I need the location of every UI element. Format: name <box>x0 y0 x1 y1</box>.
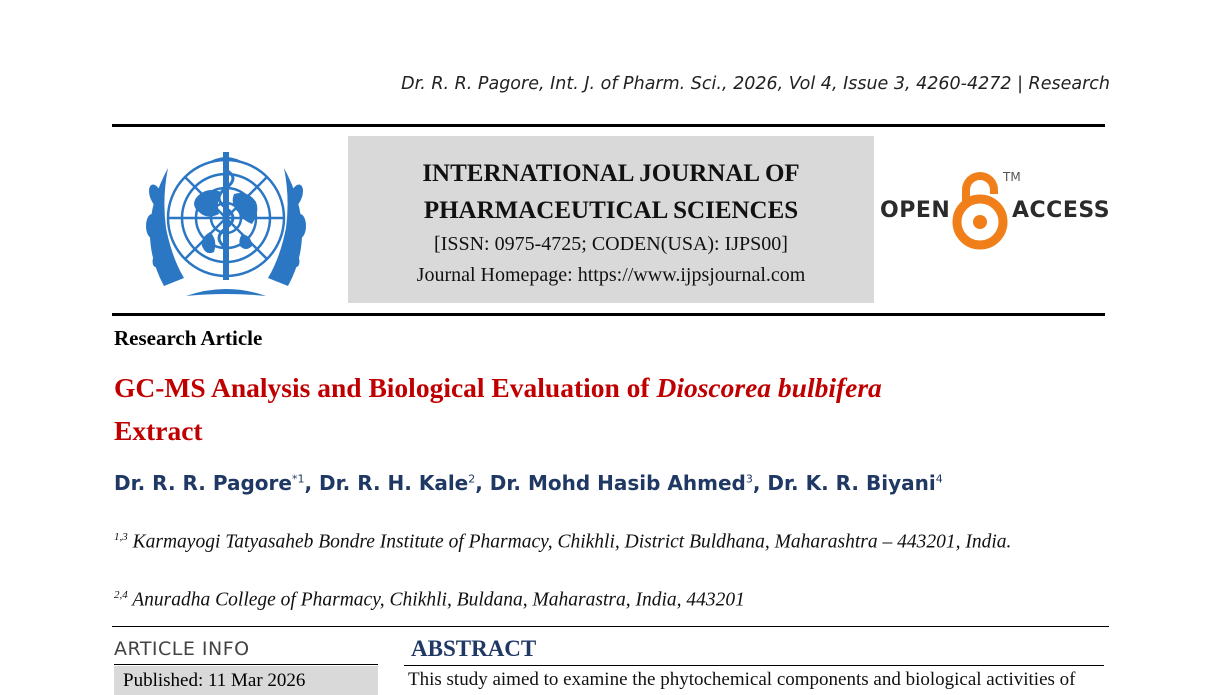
affiliation: $^{1,3}$ Karmayogi Tatyasaheb Bondre Institute of Pharmacy, Chikhli, District Buldhana, Maharashtra – 443201, India. <box>114 531 1012 553</box>
author-affiliation-mark: 2 <box>468 472 476 486</box>
article-title: GC-MS Analysis and Biological Evaluation of Dioscorea bulbifera Extract <box>114 372 882 446</box>
trademark-mark: TM <box>1003 170 1021 184</box>
open-access-label-left: OPEN <box>880 198 951 223</box>
article-info-heading: ARTICLE INFO <box>114 638 250 660</box>
author-name[interactable]: Dr. R. R. Pagore <box>114 471 292 495</box>
open-access-label-right: ACCESS <box>1012 198 1111 223</box>
journal-title: INTERNATIONAL JOURNAL OF PHARMACEUTICAL SCIENCES <box>422 160 800 224</box>
journal-homepage[interactable]: Journal Homepage: https://www.ijpsjournal.com <box>416 264 806 286</box>
header-top-rule <box>112 124 1105 127</box>
article-info-rule <box>114 664 378 665</box>
abstract-text: This study aimed to examine the phytochemical components and biological activities of <box>408 669 1076 690</box>
open-access-lock-icon <box>952 164 1008 250</box>
article-type: Research Article <box>114 326 263 350</box>
journal-masthead <box>348 136 874 303</box>
author-name[interactable]: Dr. Mohd Hasib Ahmed <box>489 471 746 495</box>
journal-issn: [ISSN: 0975-4725; CODEN(USA): IJPS00] <box>434 233 788 255</box>
article-title-species: Dioscorea bulbifera <box>656 372 882 403</box>
author-name[interactable]: Dr. K. R. Biyani <box>767 471 936 495</box>
author-name[interactable]: Dr. R. H. Kale <box>319 471 469 495</box>
author-affiliation-mark: 3 <box>745 472 753 486</box>
abstract-rule <box>404 665 1104 666</box>
author-list: Dr. R. R. Pagore$^{*1}$, Dr. R. H. Kale$^2$, Dr. Mohd Hasib Ahmed$^3$, Dr. K. R. Biyani$^4$ <box>114 471 943 495</box>
abstract-heading: ABSTRACT <box>411 636 537 661</box>
author-affiliation-mark: 4 <box>935 472 943 486</box>
running-head: Dr. R. R. Pagore, Int. J. of Pharm. Sci., 2026, Vol 4, Issue 3, 4260-4272 | Research <box>401 74 1110 94</box>
published-date: Published: 11 Mar 2026 <box>114 666 378 695</box>
section-divider <box>112 626 1109 627</box>
header-bottom-rule <box>112 313 1105 316</box>
affiliation: $^{2,4}$ Anuradha College of Pharmacy, Chikhli, Buldana, Maharastra, India, 443201 <box>114 589 745 611</box>
un-emblem-icon <box>126 136 326 306</box>
author-affiliation-mark: *1 <box>291 472 305 486</box>
